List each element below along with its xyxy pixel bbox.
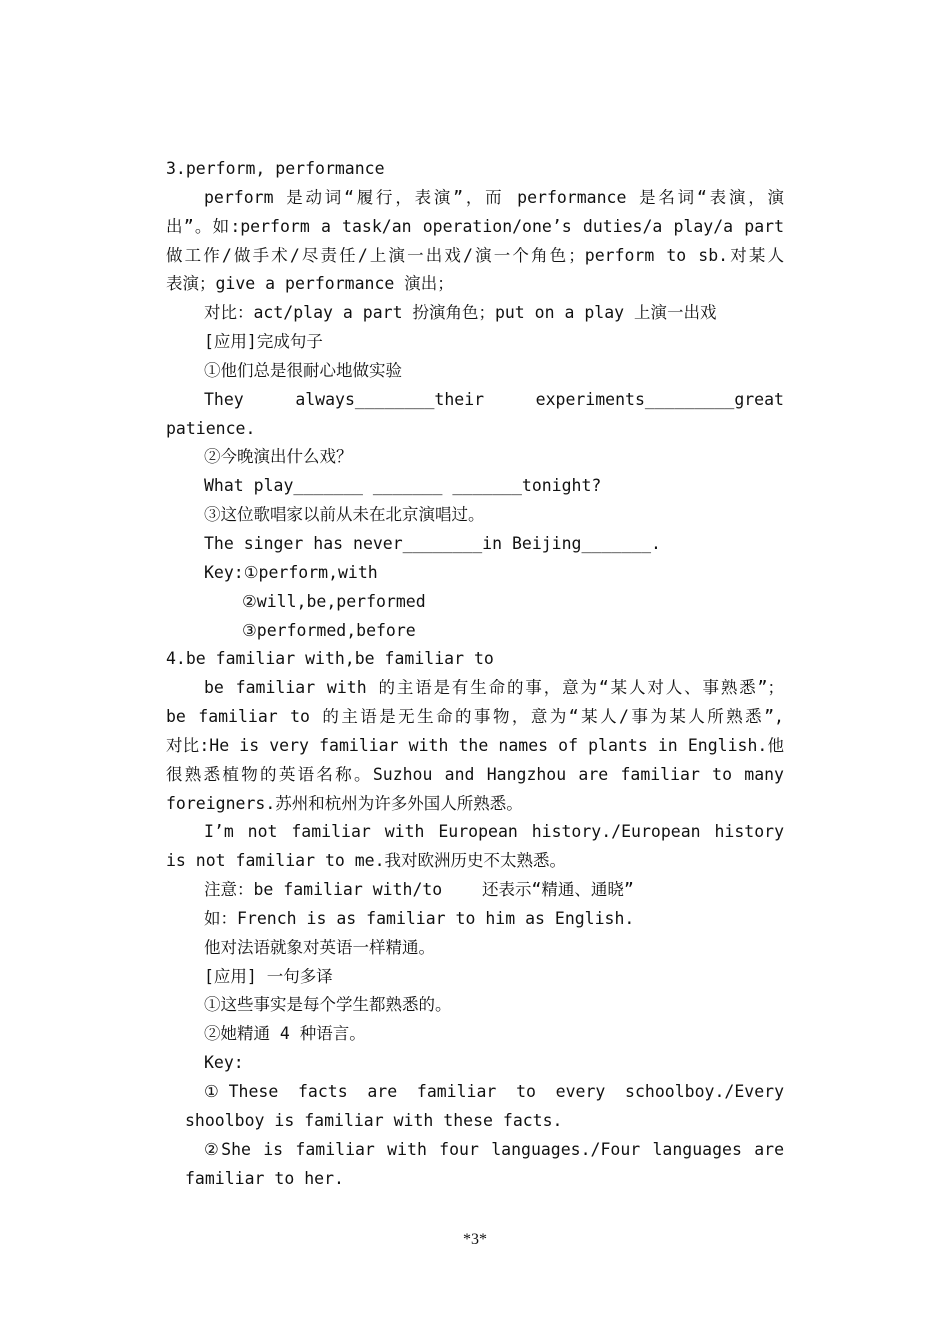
exercise-item: The singer has never________in Beijing_______. [204, 533, 661, 553]
page-number: *3* [463, 1231, 487, 1248]
exercise-item: ③这位歌唱家以前从未在北京演唱过。 [204, 505, 485, 525]
note-line: 他对法语就象对英语一样精通。 [204, 937, 435, 957]
exercise-item: ②今晚演出什么戏？ [204, 447, 353, 467]
paragraph-line: perform 是动词“履行，表演”，而 performance 是名词“表演，演 [204, 187, 784, 207]
paragraph-line: is not familiar to me.我对欧洲历史不太熟悉。 [166, 851, 567, 871]
answer-key: ②will,be,performed [242, 591, 426, 611]
exercise-item: ①他们总是很耐心地做实验 [204, 360, 402, 380]
exercise-item: What play_______ _______ _______tonight? [204, 476, 602, 496]
paragraph-line: 对比:He is very familiar with the names of plants in English.他 [166, 735, 784, 755]
exercise-heading: [应用] 一句多译 [204, 966, 333, 986]
paragraph-line: be familiar with 的主语是有生命的事，意为“某人对人、事熟悉”； [204, 678, 784, 698]
answer-key: Key:①perform,with [204, 562, 378, 582]
answer-key: ③performed,before [242, 620, 416, 640]
answer-key: familiar to her. [185, 1168, 344, 1188]
answer-key: ①These facts are familiar to every schoolboy./Every [204, 1082, 784, 1101]
document-body [166, 155, 784, 1193]
paragraph-line: 对比：act/play a part 扮演角色；put on a play 上演一出戏 [204, 303, 717, 323]
paragraph-line: 出”。如:perform a task/an operation/one’s duties/a play/a part [166, 216, 784, 236]
answer-key: ②She is familiar with four languages./Four languages are [204, 1139, 784, 1159]
paragraph-line: 做工作/做手术/尽责任/上演一出戏/演一个角色；perform to sb.对某人 [166, 245, 784, 265]
note-line: 注意：be familiar with/to 还表示“精通、通晓” [204, 880, 634, 900]
paragraph-line: 表演；give a performance 演出； [166, 274, 454, 294]
answer-key: shoolboy is familiar with these facts. [185, 1110, 563, 1130]
paragraph-line: be familiar to 的主语是无生命的事物，意为“某人/事为某人所熟悉”, [166, 707, 784, 727]
paragraph-line: foreigners.苏州和杭州为许多外国人所熟悉。 [166, 793, 523, 813]
answer-key: Key: [204, 1053, 244, 1073]
paragraph-line: 很熟悉植物的英语名称。Suzhou and Hangzhou are familiar to many [166, 764, 784, 784]
section-heading: 3.perform, performance [166, 159, 385, 178]
note-line: 如：French is as familiar to him as English. [204, 908, 635, 928]
paragraph-line: I’m not familiar with European history./European history [204, 822, 784, 842]
exercise-heading: [应用]完成句子 [204, 332, 323, 352]
exercise-item: ①这些事实是每个学生都熟悉的。 [204, 995, 452, 1015]
exercise-item: They always________their experiments_________great [204, 389, 784, 409]
exercise-item: ②她精通 4 种语言。 [204, 1024, 366, 1044]
section-heading: 4.be familiar with,be familiar to [166, 649, 494, 669]
exercise-item: patience. [166, 418, 256, 438]
